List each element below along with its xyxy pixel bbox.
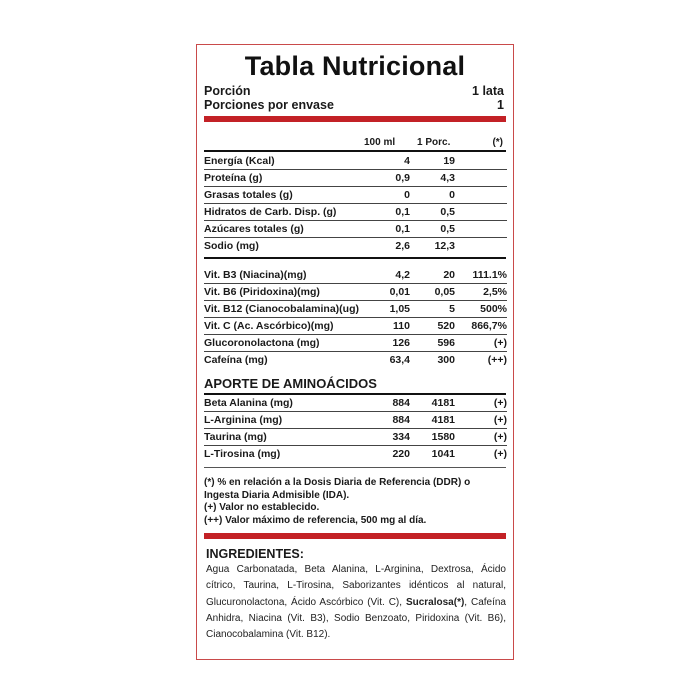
serving-value: 1 lata bbox=[472, 84, 504, 98]
value-per-100ml: 0,1 bbox=[370, 221, 410, 238]
ingredients-part-1: Agua Carbonatada, Beta Alanina, L-Arginina, Dextrosa, Ácido cítrico, Taurina, L-Tirosina, Saborizantes idénticos al natural, Glucuronolactona, Ácido Ascórbico (Vit. C), bbox=[206, 564, 506, 608]
value-percent bbox=[455, 187, 507, 204]
nutrient-name: Glucoronolactona (mg) bbox=[204, 335, 370, 352]
nutrient-name: Vit. B6 (Piridoxina)(mg) bbox=[204, 284, 370, 301]
nutrient-name: Beta Alanina (mg) bbox=[204, 395, 370, 412]
servings-per-container-value: 1 bbox=[497, 98, 504, 112]
value-per-serving: 4,3 bbox=[410, 170, 455, 187]
nutrient-name: Sodio (mg) bbox=[204, 240, 259, 252]
nutrient-name: L-Tirosina (mg) bbox=[204, 448, 281, 460]
nutrient-name: Cafeína (mg) bbox=[204, 354, 268, 366]
footnote-line: Ingesta Diaria Admisible (IDA). bbox=[204, 489, 350, 501]
table-row bbox=[204, 446, 507, 463]
serving-label: Porción bbox=[204, 84, 251, 98]
table-row bbox=[204, 221, 507, 238]
value-percent: (+) bbox=[455, 429, 507, 446]
vitamins-table bbox=[204, 267, 507, 368]
nutrient-name: Taurina (mg) bbox=[204, 429, 370, 446]
value-percent: (++) bbox=[487, 354, 507, 366]
table-row bbox=[204, 204, 507, 221]
value-per-100ml: 0,9 bbox=[370, 170, 410, 187]
value-per-100ml: 884 bbox=[370, 412, 410, 429]
serving-row bbox=[204, 84, 504, 98]
value-percent bbox=[455, 204, 507, 221]
nutrient-name: Proteína (g) bbox=[204, 170, 370, 187]
table-row bbox=[204, 301, 507, 318]
value-per-serving: 5 bbox=[410, 301, 455, 318]
value-percent: (+) bbox=[493, 448, 507, 460]
servings-per-container-row bbox=[204, 98, 504, 112]
divider-black-2 bbox=[204, 257, 506, 259]
value-per-100ml: 220 bbox=[392, 448, 410, 460]
table-row bbox=[204, 335, 507, 352]
value-percent bbox=[455, 221, 507, 238]
value-per-serving: 596 bbox=[410, 335, 455, 352]
nutrient-name: Grasas totales (g) bbox=[204, 187, 370, 204]
footnote-line: (*) % en relación a la Dosis Diaria de Referencia (DDR) o bbox=[204, 477, 471, 488]
table-row bbox=[204, 153, 507, 170]
table-row bbox=[204, 238, 507, 255]
col-header-per-serving: 1 Porc. bbox=[417, 137, 451, 148]
ingredients-sweetener: Sucralosa(*) bbox=[405, 596, 465, 608]
nutrient-name: Vit. B12 (Cianocobalamina)(ug) bbox=[204, 301, 370, 318]
table-row bbox=[204, 187, 507, 204]
value-per-100ml: 0,1 bbox=[370, 204, 410, 221]
value-per-100ml: 1,05 bbox=[370, 301, 410, 318]
value-percent bbox=[455, 170, 507, 187]
value-per-serving: 300 bbox=[437, 354, 455, 366]
value-per-100ml: 126 bbox=[370, 335, 410, 352]
nutrient-name: L-Arginina (mg) bbox=[204, 412, 370, 429]
ingredients-text bbox=[206, 562, 506, 643]
value-per-serving: 20 bbox=[410, 267, 455, 284]
value-percent: 500% bbox=[455, 301, 507, 318]
value-per-100ml: 4 bbox=[370, 153, 410, 170]
footnote-line: (+) Valor no establecido. bbox=[204, 502, 320, 513]
divider-red-top bbox=[204, 116, 506, 122]
table-row bbox=[204, 318, 507, 335]
value-percent: (+) bbox=[455, 395, 507, 412]
value-per-serving: 0 bbox=[410, 187, 455, 204]
col-header-per100: 100 ml bbox=[364, 137, 396, 148]
col-header-pct: (*) bbox=[492, 137, 503, 148]
aminos-table bbox=[204, 395, 507, 462]
ingredients-part-2: , Cafeína Anhidra, Niacina (Vit. B3), Sodio Benzoato, Piridoxina (Vit. B6), Cianocobalamina (Vit. B12). bbox=[206, 596, 506, 641]
table-row bbox=[204, 412, 507, 429]
value-percent: (+) bbox=[455, 335, 507, 352]
nutrient-name: Hidratos de Carb. Disp. (g) bbox=[204, 204, 370, 221]
nutrition-label bbox=[196, 44, 514, 660]
value-per-100ml: 0,01 bbox=[370, 284, 410, 301]
nutrient-name: Vit. C (Ac. Ascórbico)(mg) bbox=[204, 318, 370, 335]
value-per-serving: 1580 bbox=[410, 429, 455, 446]
value-per-100ml: 334 bbox=[370, 429, 410, 446]
value-per-100ml: 0 bbox=[370, 187, 410, 204]
value-percent bbox=[455, 238, 507, 255]
value-percent: 866,7% bbox=[455, 318, 507, 335]
macros-table bbox=[204, 153, 507, 254]
footnote-line: (++) Valor máximo de referencia, 500 mg al día. bbox=[204, 514, 427, 526]
table-row bbox=[204, 395, 507, 412]
value-per-serving: 520 bbox=[410, 318, 455, 335]
value-per-serving: 1041 bbox=[431, 448, 455, 460]
nutrient-name: Azúcares totales (g) bbox=[204, 221, 370, 238]
table-row bbox=[204, 267, 507, 284]
servings-per-container-label: Porciones por envase bbox=[204, 98, 334, 112]
value-percent: 2,5% bbox=[455, 284, 507, 301]
divider-thin-notes bbox=[204, 467, 506, 468]
table-row bbox=[204, 170, 507, 187]
value-per-100ml: 110 bbox=[370, 318, 410, 335]
value-per-serving: 4181 bbox=[410, 395, 455, 412]
ingredients-title: INGREDIENTES: bbox=[206, 547, 304, 561]
value-per-100ml: 884 bbox=[370, 395, 410, 412]
value-per-serving: 0,5 bbox=[410, 221, 455, 238]
footnotes bbox=[204, 477, 509, 527]
value-per-serving: 19 bbox=[410, 153, 455, 170]
nutrient-name: Vit. B3 (Niacina)(mg) bbox=[204, 267, 370, 284]
value-per-serving: 4181 bbox=[410, 412, 455, 429]
value-per-100ml: 4,2 bbox=[370, 267, 410, 284]
nutrient-name: Energía (Kcal) bbox=[204, 153, 370, 170]
divider-black-1 bbox=[204, 150, 506, 152]
label-title: Tabla Nutricional bbox=[244, 51, 466, 81]
table-row bbox=[204, 352, 507, 369]
value-percent bbox=[455, 153, 507, 170]
table-row bbox=[204, 429, 507, 446]
amino-section-title: APORTE DE AMINOÁCIDOS bbox=[204, 376, 377, 391]
value-per-serving: 0,5 bbox=[410, 204, 455, 221]
value-percent: (+) bbox=[455, 412, 507, 429]
value-per-serving: 12,3 bbox=[434, 240, 455, 252]
value-per-100ml: 2,6 bbox=[395, 240, 410, 252]
divider-red-bottom bbox=[204, 533, 506, 539]
table-row bbox=[204, 284, 507, 301]
value-percent: 111.1% bbox=[455, 267, 507, 284]
value-per-serving: 0,05 bbox=[410, 284, 455, 301]
value-per-100ml: 63,4 bbox=[389, 354, 410, 366]
